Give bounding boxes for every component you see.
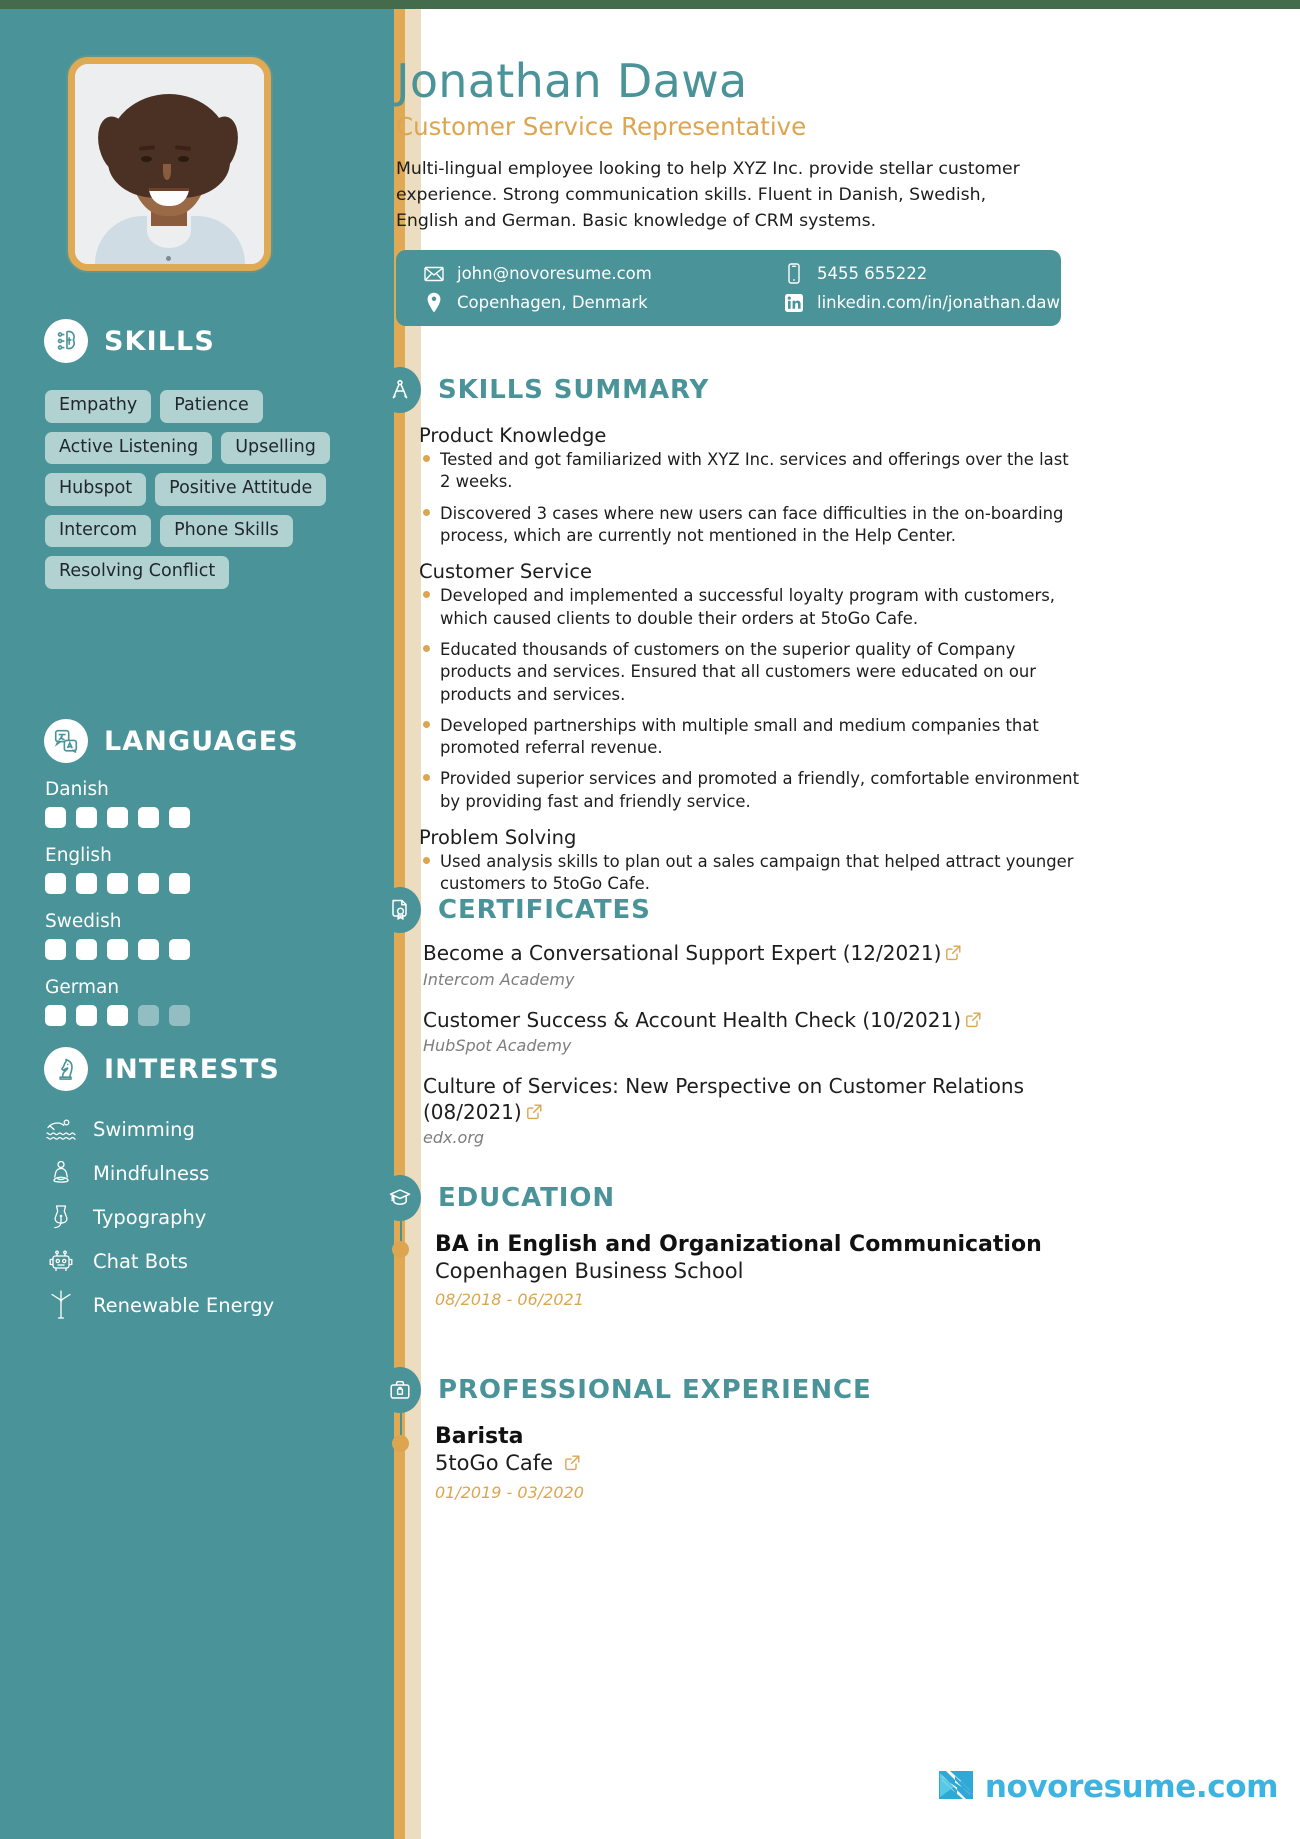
language-level-square [76, 873, 97, 894]
experience-entry [435, 1424, 1135, 1502]
experience-company[interactable] [435, 1451, 1135, 1476]
novoresume-brand-text: novoresume.com [984, 1769, 1278, 1805]
contact-phone[interactable] [783, 263, 1070, 284]
section-header-experience [379, 1367, 872, 1413]
language-level-square [45, 873, 66, 894]
list-item: Used analysis skills to plan out a sales campaign that helped attract younger customers to 5toGo Cafe. [419, 851, 1079, 896]
language-level-meter [45, 939, 345, 960]
language-level-square [107, 807, 128, 828]
certificate-item [423, 1008, 1123, 1056]
language-level-square [169, 939, 190, 960]
sidebar-skills-title: SKILLS [104, 325, 215, 357]
list-item [45, 1239, 355, 1283]
sidebar-section-languages-header [44, 719, 299, 763]
certificate-issuer: HubSpot Academy [423, 1036, 572, 1056]
language-level-square [138, 873, 159, 894]
section-header-certificates [379, 887, 651, 933]
language-level-meter [45, 807, 345, 828]
certificate-issuer: edx.org [423, 1128, 485, 1148]
section-title: PROFESSIONAL EXPERIENCE [438, 1375, 872, 1405]
interest-label: Swimming [93, 1117, 195, 1141]
certificate-item [423, 1074, 1123, 1147]
sidebar-languages-title: LANGUAGES [104, 725, 299, 757]
language-level-square [107, 873, 128, 894]
experience-timeline-dot [392, 1435, 409, 1452]
language-level-square [138, 939, 159, 960]
interest-label: Mindfulness [93, 1161, 210, 1185]
certificate-issuer: Intercom Academy [423, 969, 575, 989]
skills-summary-bullets [419, 585, 1079, 813]
language-item [45, 977, 345, 1026]
profile-summary: Multi-lingual employee looking to help XYZ Inc. provide stellar customer experience. Strong communication skills. Fluent in Danish, Swedish, English and German. Basic knowledge of CRM systems. [396, 159, 1020, 231]
sidebar-interests-title: INTERESTS [104, 1053, 280, 1085]
language-level-square [45, 1005, 66, 1026]
skill-tag: Intercom [45, 515, 151, 548]
skill-tag: Empathy [45, 390, 151, 423]
interest-label: Chat Bots [93, 1249, 188, 1273]
language-level-square [45, 807, 66, 828]
skills-tag-list [45, 390, 345, 589]
contact-email[interactable] [423, 263, 783, 284]
wind-turbine-icon [45, 1289, 77, 1321]
section-header-education [379, 1175, 615, 1221]
swimmer-icon [45, 1113, 77, 1145]
language-level-square [76, 939, 97, 960]
certificate-title[interactable] [423, 941, 1123, 968]
sidebar-section-skills-header [44, 319, 215, 363]
language-level-square [169, 873, 190, 894]
list-item: Tested and got familiarized with XYZ Inc. services and offerings over the last 2 weeks. [419, 449, 1079, 494]
list-item [45, 1195, 355, 1239]
main-content [396, 9, 1300, 1839]
list-item: Educated thousands of customers on the superior quality of Company products and services. Ensured that all customers were educated on our products and services. [419, 639, 1079, 706]
experience-company-text: 5toGo Cafe [435, 1451, 554, 1475]
language-name: German [45, 977, 120, 998]
skills-summary-group-heading: Product Knowledge [419, 424, 607, 447]
section-title: SKILLS SUMMARY [438, 375, 710, 405]
skills-summary-group [419, 424, 1079, 547]
skill-tag: Upselling [221, 432, 330, 465]
contact-location [423, 292, 783, 313]
certificate-title-text: Customer Success & Account Health Check (10/2021) [423, 1007, 962, 1032]
language-name: Danish [45, 779, 109, 800]
interests-list [45, 1107, 355, 1327]
list-item [45, 1151, 355, 1195]
graduation-cap-icon [379, 1175, 421, 1221]
language-level-square [76, 1005, 97, 1026]
page-title: Jonathan Dawa [396, 54, 748, 108]
education-school: Copenhagen Business School [435, 1259, 744, 1283]
skill-tag: Positive Attitude [155, 473, 326, 506]
brain-skills-icon [44, 319, 88, 363]
language-level-meter [45, 1005, 345, 1026]
contact-email-text: john@novoresume.com [457, 264, 652, 283]
certificates-list [423, 941, 1123, 1166]
language-name: English [45, 845, 112, 866]
contact-location-text: Copenhagen, Denmark [457, 293, 648, 312]
language-item [45, 779, 345, 828]
sidebar-section-interests-header [44, 1047, 280, 1091]
skill-tag: Hubspot [45, 473, 146, 506]
briefcase-icon [379, 1367, 421, 1413]
contact-phone-text: 5455 655222 [817, 264, 928, 283]
certificate-item [423, 941, 1123, 989]
language-level-square [107, 939, 128, 960]
certificate-title[interactable] [423, 1008, 1123, 1035]
language-level-square [45, 939, 66, 960]
meditation-icon [45, 1157, 77, 1189]
profile-photo [68, 57, 271, 271]
certificate-title[interactable] [423, 1074, 1123, 1126]
education-entry [435, 1232, 1135, 1309]
language-level-square [107, 1005, 128, 1026]
language-item [45, 845, 345, 894]
section-header-skills-summary [379, 367, 709, 413]
education-dates: 08/2018 - 06/2021 [435, 1290, 584, 1309]
skill-tag: Active Listening [45, 432, 212, 465]
list-item: Provided superior services and promoted a friendly, comfortable environment by providing fast and friendly service. [419, 768, 1079, 813]
list-item: Developed partnerships with multiple small and medium companies that promoted referral revenue. [419, 715, 1079, 760]
skill-tag: Phone Skills [160, 515, 293, 548]
skills-summary-body [419, 424, 1079, 909]
contact-bar [396, 250, 1071, 326]
linkedin-icon [783, 292, 804, 313]
sidebar [0, 9, 394, 1839]
education-timeline-dot [392, 1241, 409, 1258]
language-level-square [138, 1005, 159, 1026]
language-item [45, 911, 345, 960]
compass-divider-icon [379, 367, 421, 413]
education-degree: BA in English and Organizational Communication [435, 1232, 1042, 1257]
languages-list [45, 779, 345, 1043]
top-accent-bar [0, 0, 1300, 9]
translate-icon [44, 719, 88, 763]
language-level-square [169, 807, 190, 828]
novoresume-logo[interactable] [936, 1767, 1278, 1807]
certificate-icon [379, 887, 421, 933]
language-level-square [138, 807, 159, 828]
list-item: Discovered 3 cases where new users can face difficulties in the on-boarding process, which are currently not mentioned in the Help Center. [419, 503, 1079, 548]
language-name: Swedish [45, 911, 122, 932]
skills-summary-group-heading: Customer Service [419, 560, 592, 584]
interest-label: Renewable Energy [93, 1293, 275, 1317]
job-title: Customer Service Representative [396, 112, 807, 141]
language-level-square [169, 1005, 190, 1026]
experience-role: Barista [435, 1424, 524, 1449]
skill-tag: Resolving Conflict [45, 556, 229, 589]
skills-summary-group [419, 826, 1079, 896]
list-item [45, 1107, 355, 1151]
map-pin-icon [423, 292, 444, 313]
skills-summary-group [419, 560, 1079, 813]
language-level-meter [45, 873, 345, 894]
interest-label: Typography [93, 1205, 207, 1229]
phone-icon [783, 263, 804, 284]
chess-knight-icon [44, 1047, 88, 1091]
external-link-icon[interactable] [945, 942, 962, 968]
external-link-icon[interactable] [564, 1452, 581, 1476]
novoresume-n-icon [936, 1767, 976, 1807]
external-link-icon[interactable] [526, 1101, 543, 1127]
pen-nib-icon [45, 1201, 77, 1233]
certificate-title-text: Become a Conversational Support Expert (12/2021) [423, 941, 942, 965]
skill-tag: Patience [160, 390, 262, 423]
skills-summary-bullets [419, 449, 1079, 547]
language-level-square [76, 807, 97, 828]
certificate-title-text: Culture of Services: New Perspective on Customer Relations (08/2021) [423, 1074, 1025, 1124]
list-item: Developed and implemented a successful loyalty program with customers, which caused clients to double their orders at 5toGo Cafe. [419, 585, 1079, 630]
robot-icon [45, 1245, 77, 1277]
contact-linkedin-text: linkedin.com/in/jonathan.dawa [817, 293, 1071, 312]
skills-summary-group-heading: Problem Solving [419, 826, 577, 850]
contact-linkedin[interactable] [783, 292, 1070, 313]
external-link-icon[interactable] [965, 1009, 982, 1035]
envelope-icon [423, 263, 444, 284]
experience-dates: 01/2019 - 03/2020 [435, 1483, 584, 1502]
section-title: CERTIFICATES [438, 895, 651, 925]
list-item [45, 1283, 355, 1327]
section-title: EDUCATION [438, 1183, 616, 1213]
